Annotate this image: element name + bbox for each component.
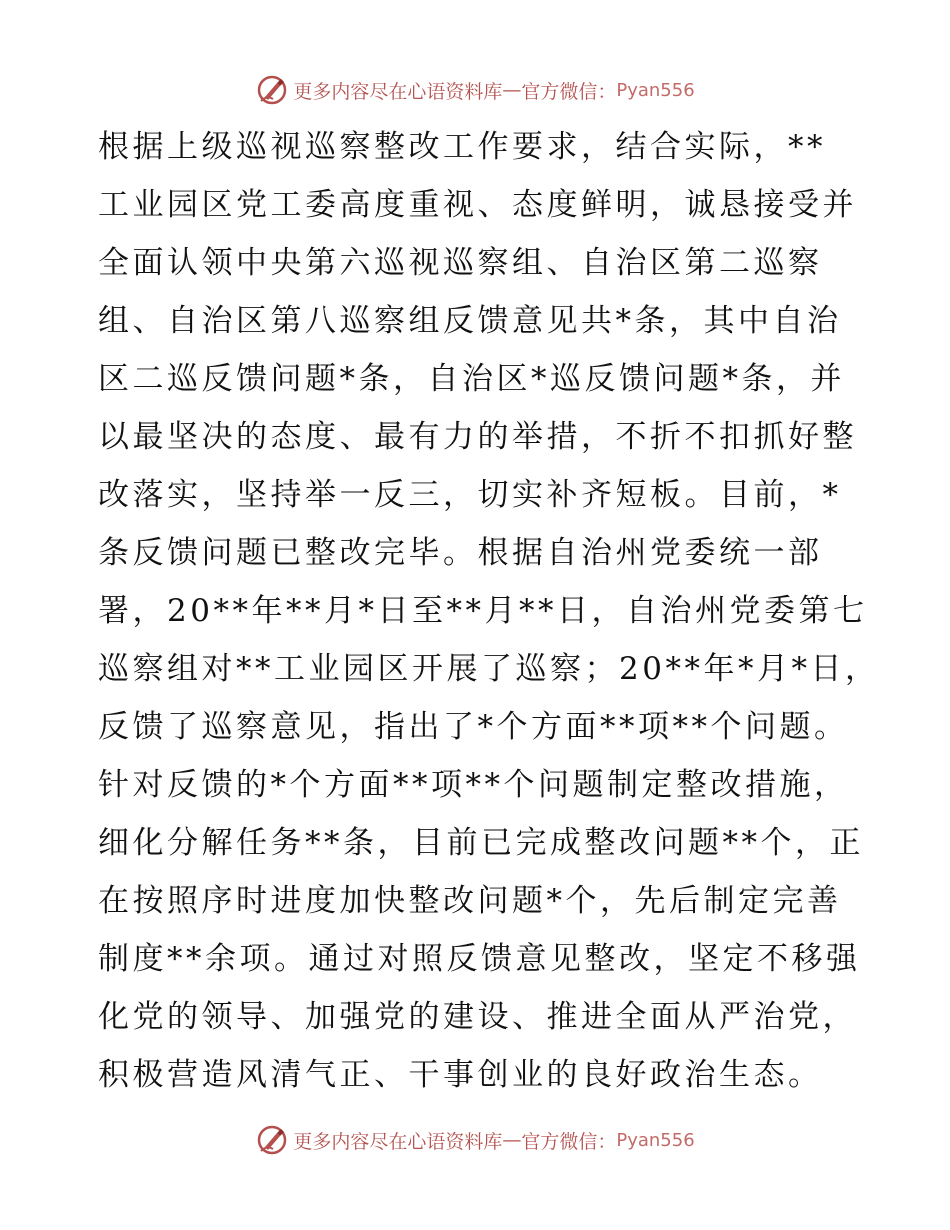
- text-line: 根据上级巡视巡察整改工作要求，结合实际，**: [98, 129, 826, 165]
- banner-wechat-id: Pyan556: [616, 79, 695, 101]
- banner-main-text: 更多内容尽在心语资料库: [293, 1130, 503, 1153]
- text-line: 署，20**年**月*日至**月**日，自治州党委第七: [98, 593, 868, 629]
- banner-wechat-id: Pyan556: [616, 1129, 695, 1151]
- text-line: 全面认领中央第六巡视巡察组、自治区第二巡察: [98, 245, 823, 281]
- pen-logo-icon: [255, 73, 289, 107]
- banner-separator: —: [502, 79, 522, 101]
- body-paragraph: [98, 118, 880, 1104]
- banner-label: 官方微信：: [521, 1130, 617, 1153]
- text-line: 巡察组对**工业园区开展了巡察；20**年*月*日，: [98, 651, 880, 687]
- text-line: 积极营造风清气正、干事创业的良好政治生态。: [98, 1057, 823, 1093]
- text-line: 细化分解任务**条，目前已完成整改问题**个，正: [98, 825, 864, 861]
- text-line: 以最坚决的态度、最有力的举措，不折不扣抓好整: [98, 419, 857, 455]
- banner-separator: —: [502, 1129, 522, 1151]
- header-banner: [0, 70, 950, 110]
- text-line: 针对反馈的*个方面**项**个问题制定整改措施，: [98, 767, 849, 803]
- text-line: 化党的领导、加强党的建设、推进全面从严治党，: [98, 999, 857, 1035]
- footer-banner: [0, 1120, 950, 1160]
- text-line: 反馈了巡察意见，指出了*个方面**项**个问题。: [98, 709, 849, 745]
- text-line: 在按照序时进度加快整改问题*个，先后制定完善: [98, 883, 842, 919]
- banner-label: 官方微信：: [521, 80, 617, 103]
- text-line: 改落实，坚持举一反三，切实补齐短板。目前，*: [98, 477, 842, 513]
- text-line: 组、自治区第八巡察组反馈意见共*条，其中自治: [98, 303, 842, 339]
- pen-logo-icon: [255, 1123, 289, 1157]
- text-line: 工业园区党工委高度重视、态度鲜明，诚恳接受并: [98, 187, 857, 223]
- text-line: 制度**余项。通过对照反馈意见整改，坚定不移强: [98, 941, 861, 977]
- text-line: 区二巡反馈问题*条，自治区*巡反馈问题*条，并: [98, 361, 845, 397]
- text-line: 条反馈问题已整改完毕。根据自治州党委统一部: [98, 535, 823, 571]
- banner-main-text: 更多内容尽在心语资料库: [293, 80, 503, 103]
